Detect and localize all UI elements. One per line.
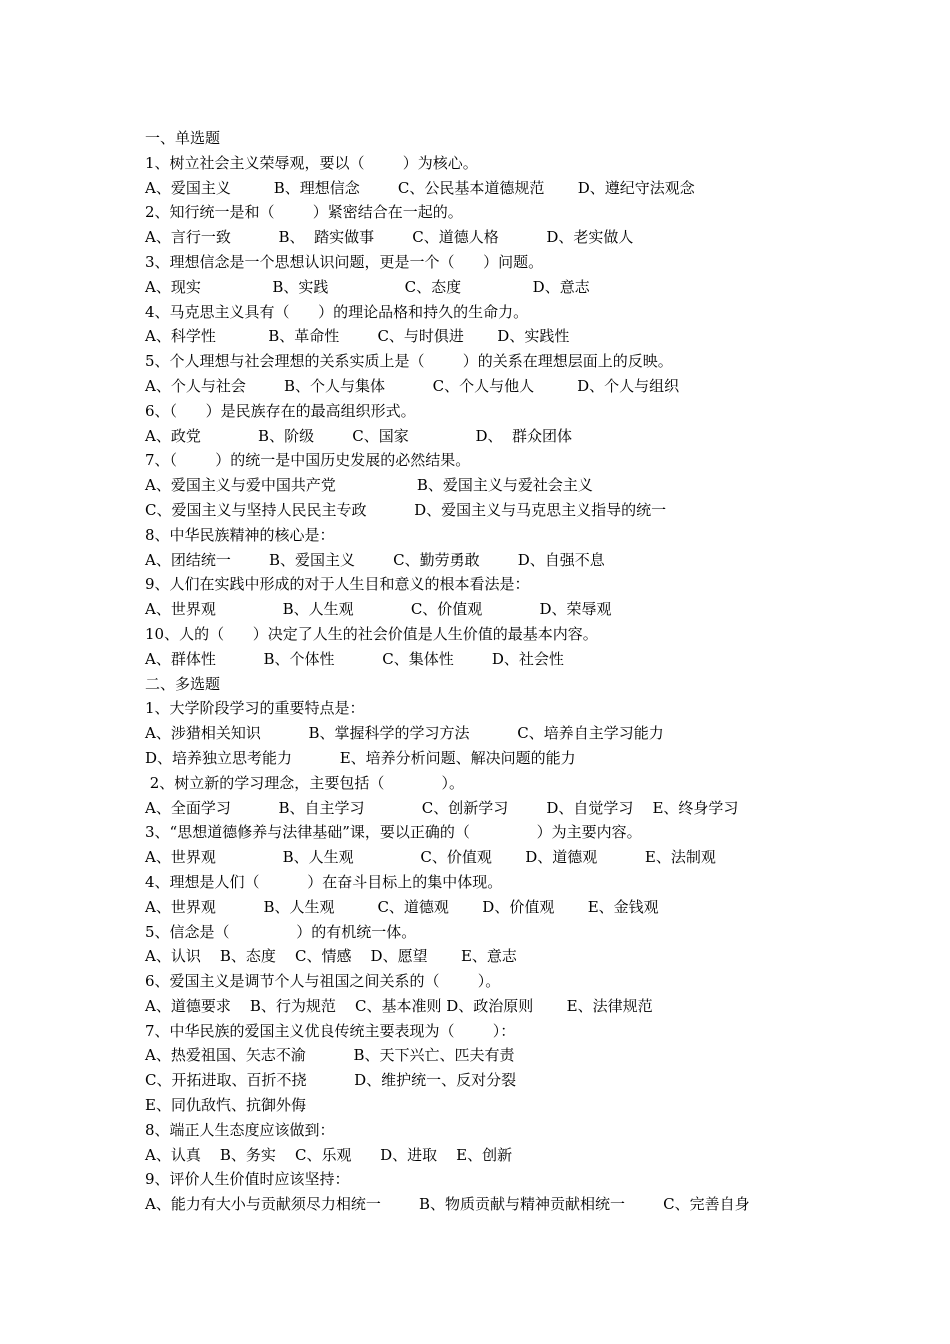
question-7: 7、（ ）的统一是中国历史发展的必然结果。 xyxy=(145,451,471,470)
section-heading-single-choice: 一、单选题 xyxy=(145,129,221,147)
question-6: 6、（ ）是民族存在的最高组织形式。 xyxy=(145,401,416,420)
question-2: 2、知行统一是和（ ）紧密结合在一起的。 xyxy=(145,203,463,222)
mc-options-8: A、认真 B、务实 C、乐观 D、进取 E、创新 xyxy=(145,1145,513,1164)
mc-question-9: 9、评价人生价值时应该坚持： xyxy=(145,1170,350,1189)
mc-question-6: 6、爱国主义是调节个人与祖国之间关系的（ ）。 xyxy=(145,972,501,991)
mc-options-9: A、能力有大小与贡献须尽力相统一 B、物质贡献与精神贡献相统一 C、完善自身 xyxy=(145,1195,750,1214)
mc-options-3: A、世界观 B、人生观 C、价值观 D、道德观 E、法制观 xyxy=(145,848,716,867)
mc-options-7-ab: A、热爱祖国、矢志不渝 B、天下兴亡、匹夫有责 xyxy=(145,1046,515,1065)
options-1: A、爱国主义 B、理想信念 C、公民基本道德规范 D、遵纪守法观念 xyxy=(145,178,695,197)
mc-options-4: A、世界观 B、人生观 C、道德观 D、价值观 E、金钱观 xyxy=(145,897,659,916)
mc-question-7: 7、中华民族的爱国主义优良传统主要表现为（ ）： xyxy=(145,1021,516,1040)
options-8: A、团结统一 B、爱国主义 C、勤劳勇敢 D、自强不息 xyxy=(145,550,605,569)
question-8: 8、中华民族精神的核心是： xyxy=(145,525,335,544)
mc-options-2: A、全面学习 B、自主学习 C、创新学习 D、自觉学习 E、终身学习 xyxy=(145,798,739,817)
question-9: 9、人们在实践中形成的对于人生目和意义的根本看法是： xyxy=(145,575,530,594)
question-3: 3、理想信念是一个思想认识问题，更是一个（ ）问题。 xyxy=(145,252,544,271)
options-9: A、世界观 B、人生观 C、价值观 D、荣辱观 xyxy=(145,600,612,619)
mc-options-1-de: D、培养独立思考能力 E、培养分析问题、解决问题的能力 xyxy=(145,748,576,767)
mc-options-7-cd: C、开拓进取、百折不挠 D、维护统一、反对分裂 xyxy=(145,1071,517,1090)
mc-question-4: 4、理想是人们（ ）在奋斗目标上的集中体现。 xyxy=(145,872,503,891)
options-7-cd: C、爱国主义与坚持人民民主专政 D、爱国主义与马克思主义指导的统一 xyxy=(145,500,667,519)
question-5: 5、个人理想与社会理想的关系实质上是（ ）的关系在理想层面上的反映。 xyxy=(145,352,673,371)
mc-options-5: A、认识 B、态度 C、情感 D、愿望 E、意志 xyxy=(145,947,517,966)
question-10: 10、人的（ ）决定了人生的社会价值是人生价值的最基本内容。 xyxy=(145,624,598,643)
options-7-ab: A、爱国主义与爱中国共产党 B、爱国主义与爱社会主义 xyxy=(145,476,593,495)
options-4: A、科学性 B、革命性 C、与时俱进 D、实践性 xyxy=(145,327,570,346)
mc-options-6: A、道德要求 B、行为规范 C、基本准则 D、政治原则 E、法律规范 xyxy=(145,996,653,1015)
mc-question-5: 5、信念是（ ）的有机统一体。 xyxy=(145,922,417,941)
mc-question-3: 3、“思想道德修养与法律基础”课，要以正确的（ ）为主要内容。 xyxy=(145,823,642,842)
mc-options-1-abc: A、涉猎相关知识 B、掌握科学的学习方法 C、培养自主学习能力 xyxy=(145,724,664,743)
mc-question-1: 1、大学阶段学习的重要特点是： xyxy=(145,699,365,718)
options-3: A、现实 B、实践 C、态度 D、意志 xyxy=(145,277,590,296)
options-2: A、言行一致 B、 踏实做事 C、道德人格 D、老实做人 xyxy=(145,228,634,247)
options-10: A、群体性 B、个体性 C、集体性 D、社会性 xyxy=(145,649,564,668)
options-6: A、政党 B、阶级 C、国家 D、 群众团体 xyxy=(145,426,573,445)
mc-options-7-e: E、同仇敌忾、抗御外侮 xyxy=(145,1096,306,1115)
options-5: A、个人与社会 B、个人与集体 C、个人与他人 D、个人与组织 xyxy=(145,376,680,395)
mc-question-8: 8、端正人生态度应该做到： xyxy=(145,1120,335,1139)
question-1: 1、树立社会主义荣辱观，要以（ ）为核心。 xyxy=(145,153,478,172)
question-4: 4、马克思主义具有（ ）的理论品格和持久的生命力。 xyxy=(145,302,529,321)
section-heading-multiple-choice: 二、多选题 xyxy=(145,674,221,693)
mc-question-2: 2、树立新的学习理念，主要包括（ ）。 xyxy=(145,773,465,792)
document-body xyxy=(145,126,845,1217)
